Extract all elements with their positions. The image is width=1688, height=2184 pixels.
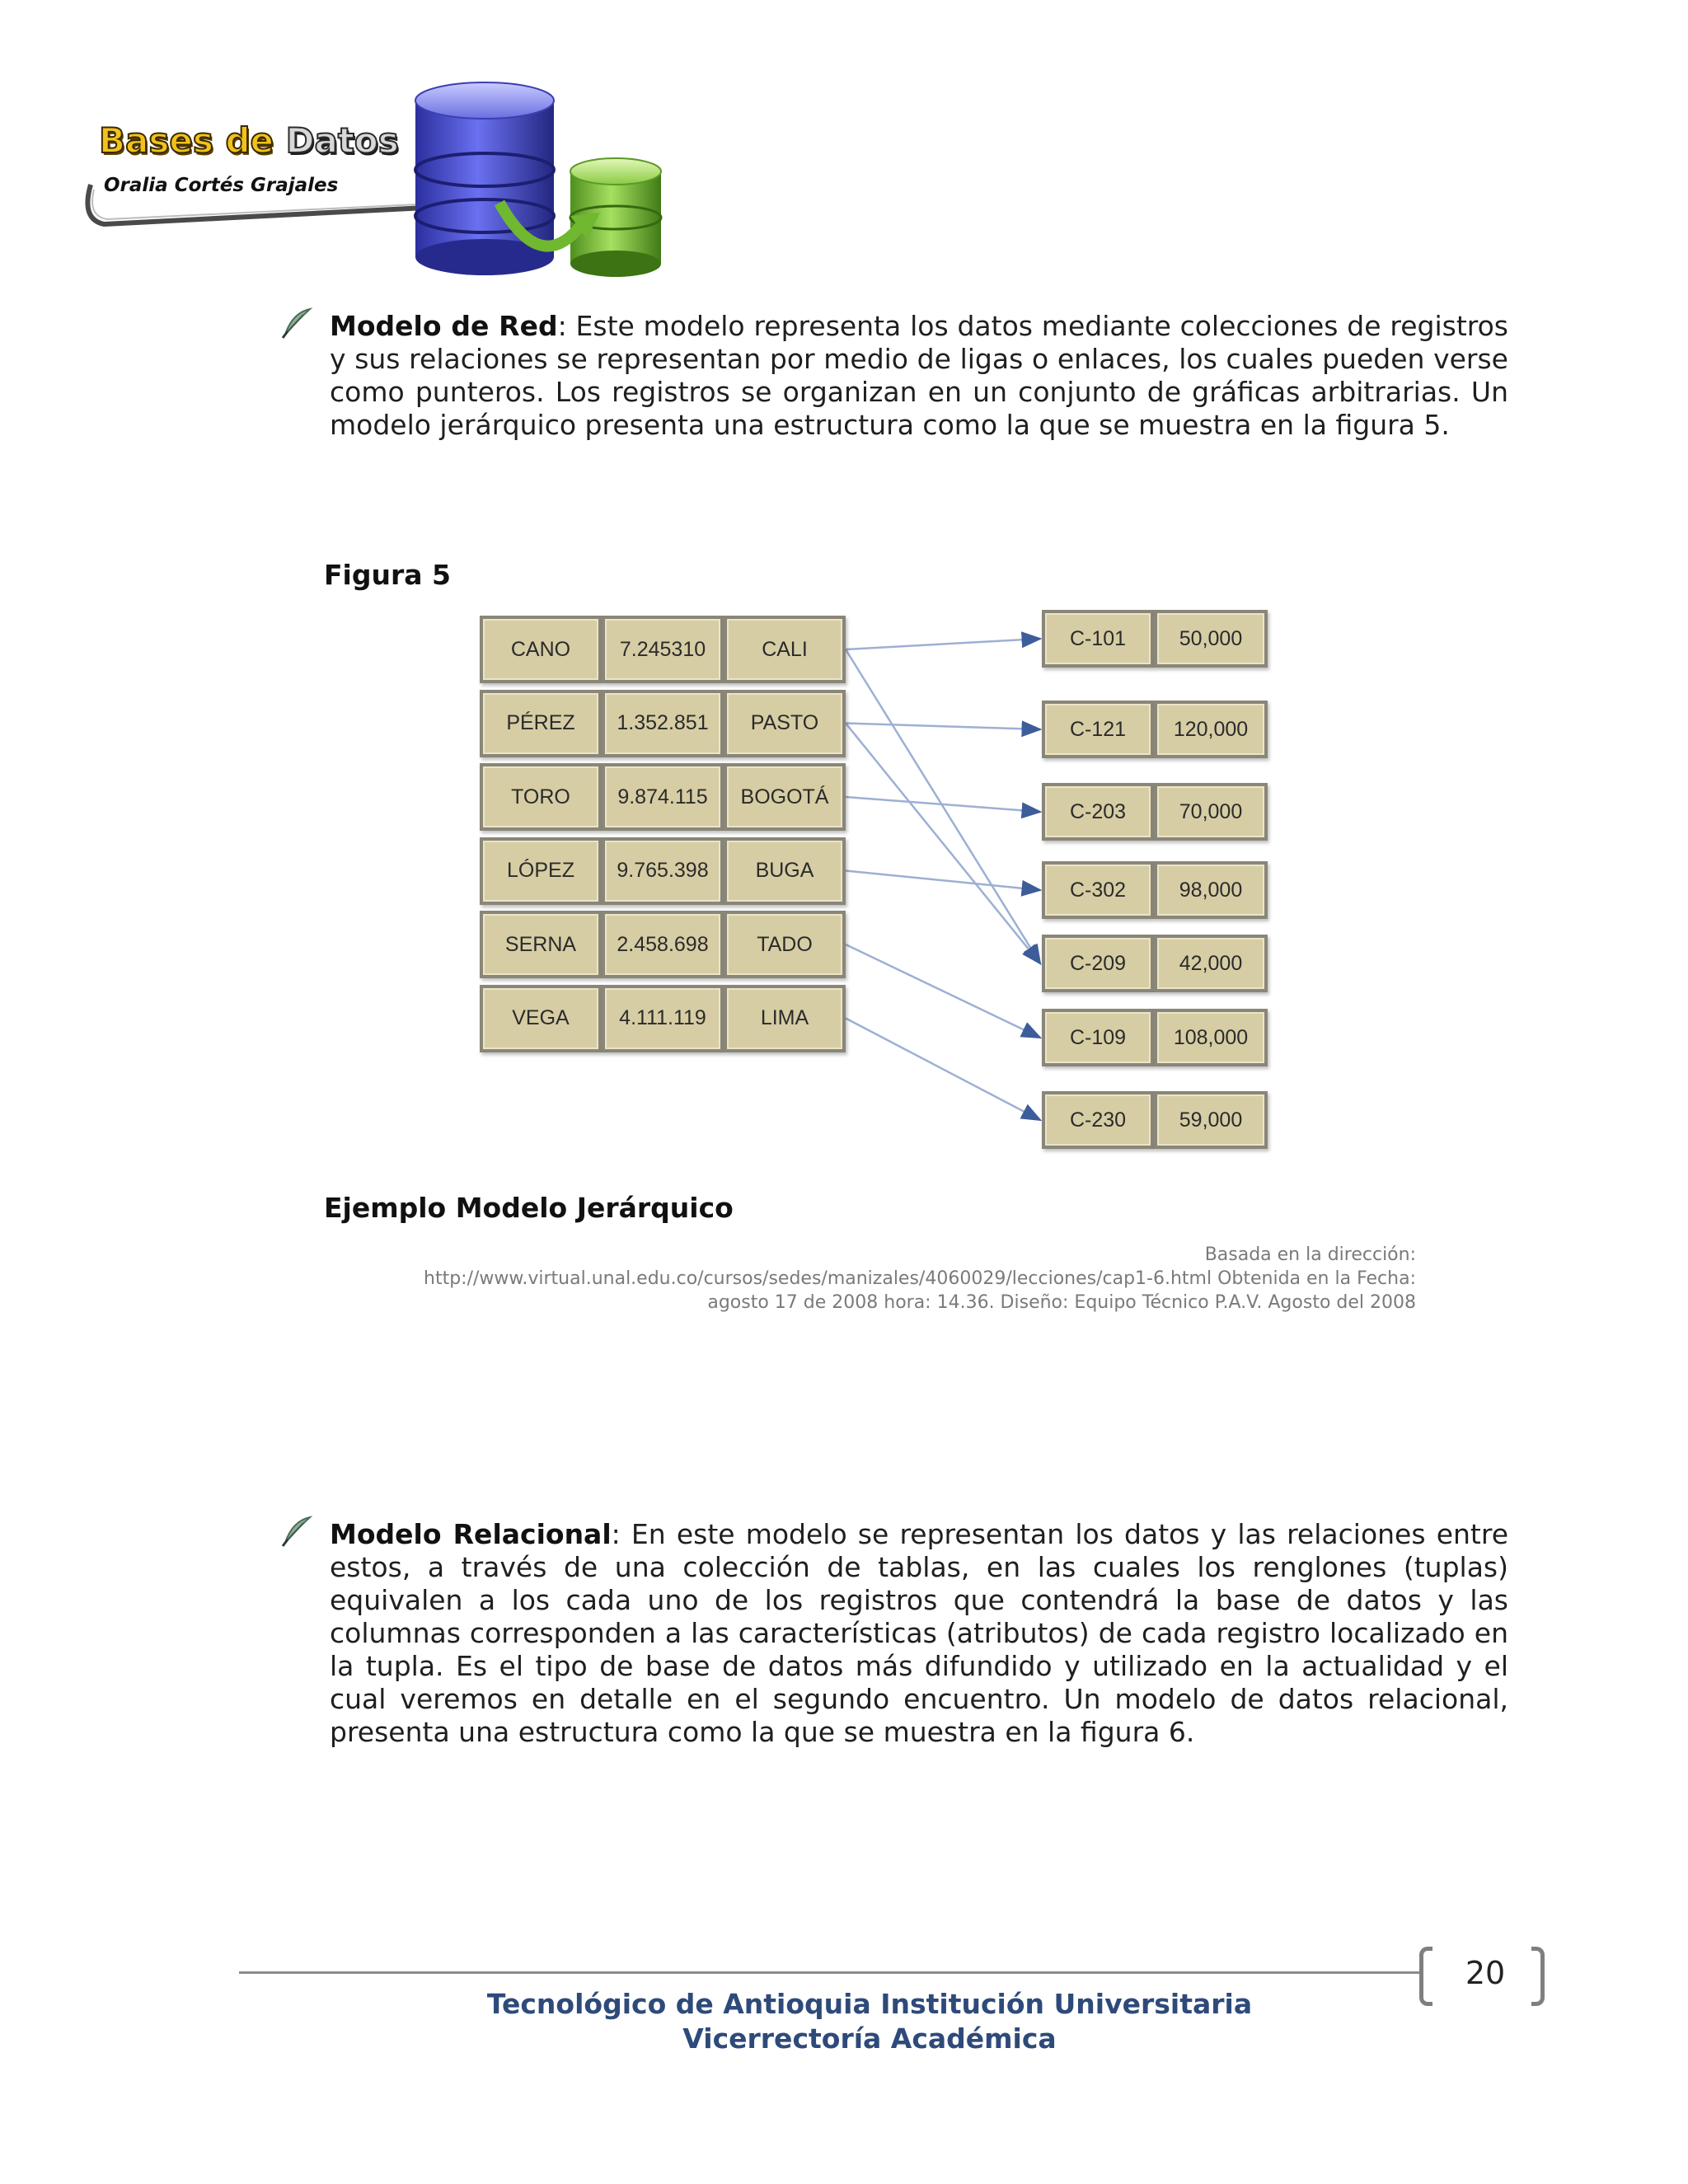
account-amount-cell: 70,000	[1154, 783, 1268, 841]
link-arrow	[846, 649, 1040, 963]
record-name-cell: TORO	[480, 763, 602, 831]
account-code-cell: C-209	[1042, 935, 1154, 992]
account-amount-cell: 50,000	[1154, 610, 1268, 668]
logo-title: Bases de Datos	[99, 120, 399, 161]
account-code-cell: C-302	[1042, 861, 1154, 919]
record-city-cell: PASTO	[724, 690, 846, 757]
header-logo	[79, 79, 673, 285]
footer-divider	[239, 1971, 1422, 1974]
link-arrow	[846, 724, 1040, 964]
account-code-cell: C-121	[1042, 701, 1154, 758]
link-arrow	[846, 871, 1040, 891]
page-number: 20	[1465, 1955, 1506, 1991]
account-code-cell: C-109	[1042, 1009, 1154, 1066]
account-amount-cell: 120,000	[1154, 701, 1268, 758]
figure-label: Figura 5	[324, 559, 451, 591]
paragraph-modelo-red	[330, 310, 1508, 442]
record-id-cell: 9.874.115	[602, 763, 724, 831]
figure-caption: Ejemplo Modelo Jerárquico	[324, 1192, 734, 1224]
record-city-cell: LIMA	[724, 985, 846, 1052]
record-name-cell: SERNA	[480, 911, 602, 978]
term-modelo-relacional: Modelo Relacional	[330, 1518, 612, 1550]
text-modelo-red: : Este modelo representa los datos mediante colecciones de registros y sus relaciones se representan por medio de ligas o enlaces, los cuales pueden verse como punteros. Los registros se organizan en un conjunto de gráficas arbitrarias. Un modelo jerárquico presenta una estructura como la que se muestra en la figura 5.	[330, 310, 1508, 441]
footer-institution: Tecnológico de Antioquia Institución Universitaria	[486, 1988, 1253, 2020]
account-amount-cell: 42,000	[1154, 935, 1268, 992]
term-modelo-red: Modelo de Red	[330, 310, 558, 342]
link-arrow	[846, 944, 1040, 1038]
page-bracket-right	[1531, 1947, 1545, 2006]
figure-5-diagram	[470, 602, 1269, 1154]
link-arrow	[846, 639, 1040, 649]
record-id-cell: 2.458.698	[602, 911, 724, 978]
paragraph-modelo-relacional	[330, 1518, 1508, 1749]
record-name-cell: CANO	[480, 616, 602, 683]
record-id-cell: 7.245310	[602, 616, 724, 683]
account-code-cell: C-230	[1042, 1091, 1154, 1149]
account-code-cell: C-203	[1042, 783, 1154, 841]
source-line: http://www.virtual.unal.edu.co/cursos/sedes/manizales/4060029/lecciones/cap1-6.html Obtenida en la Fecha:	[424, 1268, 1416, 1289]
footer-department: Vicerrectoría Académica	[682, 2022, 1057, 2055]
link-arrow	[846, 724, 1040, 730]
record-city-cell: TADO	[724, 911, 846, 978]
account-amount-cell: 108,000	[1154, 1009, 1268, 1066]
record-city-cell: CALI	[724, 616, 846, 683]
quill-pen-icon	[280, 307, 313, 340]
record-id-cell: 9.765.398	[602, 837, 724, 905]
record-id-cell: 1.352.851	[602, 690, 724, 757]
figure-source	[330, 1243, 1416, 1315]
quill-pen-icon	[280, 1515, 313, 1548]
account-amount-cell: 98,000	[1154, 861, 1268, 919]
account-code-cell: C-101	[1042, 610, 1154, 668]
record-name-cell: PÉREZ	[480, 690, 602, 757]
record-city-cell: BUGA	[724, 837, 846, 905]
link-arrow	[846, 797, 1040, 812]
record-id-cell: 4.111.119	[602, 985, 724, 1052]
link-arrow	[846, 1019, 1040, 1121]
source-line: agosto 17 de 2008 hora: 14.36. Diseño: Equipo Técnico P.A.V. Agosto del 2008	[707, 1292, 1416, 1313]
logo-author: Oralia Cortés Grajales	[104, 175, 339, 196]
record-name-cell: LÓPEZ	[480, 837, 602, 905]
account-amount-cell: 59,000	[1154, 1091, 1268, 1149]
record-city-cell: BOGOTÁ	[724, 763, 846, 831]
source-line: Basada en la dirección:	[1204, 1244, 1416, 1265]
text-modelo-relacional: : En este modelo se representan los datos y las relaciones entre estos, a través de una colección de tablas, en las cuales los renglones (tuplas) equivalen a los cada uno de los registros que contendrá la base de datos y las columnas corresponden a las características (atributos) de cada registro localizado en la tupla. Es el tipo de base de datos más difundido y utilizado en la actualidad y el cual veremos en detalle en el segundo encuentro. Un modelo de datos relacional, presenta una estructura como la que se muestra en la figura 6.	[330, 1518, 1508, 1748]
record-name-cell: VEGA	[480, 985, 602, 1052]
